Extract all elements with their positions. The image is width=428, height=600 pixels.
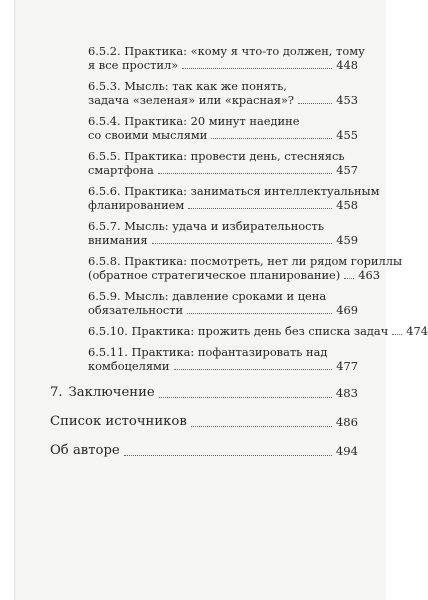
toc-chapter-title: Список источников — [50, 414, 187, 429]
toc-page-number: 477 — [336, 359, 358, 373]
toc-entry-title: Практика: прожить день без списка задач — [131, 324, 389, 338]
dot-leader — [187, 313, 332, 314]
toc-entry-title-cont: я все простил» — [88, 58, 179, 72]
toc-page-number: 486 — [335, 415, 358, 429]
toc-chapter-number: 7. — [50, 385, 63, 400]
toc-entry-number: 6.5.10. — [88, 324, 128, 338]
dot-leader — [344, 278, 354, 279]
toc-page-number: 483 — [335, 386, 358, 400]
toc-entry-6-5-10 — [88, 324, 428, 338]
toc-entry-6-5-11 — [88, 345, 358, 373]
toc-entry-6-5-6 — [88, 184, 380, 212]
toc-entry-title: Практика: посмотреть, нет ли рядом гориллы — [124, 254, 403, 268]
toc-entry-number: 6.5.2. — [88, 44, 121, 58]
dot-leader — [188, 208, 332, 209]
toc-entry-title: Мысль: давление сроками и цена — [124, 289, 327, 303]
toc-entry-6-5-9 — [88, 289, 358, 317]
toc-entry-6-5-8 — [88, 254, 403, 282]
toc-entry-title: Мысль: так как же понять, — [124, 79, 287, 93]
toc-entry-title-cont: внимания — [88, 233, 148, 247]
toc-page-number: 469 — [336, 303, 358, 317]
toc-page-number: 494 — [335, 444, 358, 458]
toc-entry-6-5-4 — [88, 114, 358, 142]
toc-entry-conclusion — [50, 385, 358, 401]
toc-entry-6-5-2 — [88, 44, 365, 72]
toc-entry-title-cont: со своими мыслями — [88, 128, 208, 142]
toc-entry-title-cont: задача «зеленая» или «красная»? — [88, 93, 295, 107]
dot-leader — [152, 243, 333, 244]
dot-leader — [211, 138, 332, 139]
toc-chapter-title: Заключение — [68, 385, 155, 400]
toc-page-number: 463 — [358, 268, 380, 282]
toc-page-number: 458 — [336, 198, 358, 212]
toc-entry-title: Мысль: удача и избирательность — [124, 219, 325, 233]
toc-entry-number: 6.5.6. — [88, 184, 121, 198]
dot-leader — [174, 369, 333, 370]
toc-entry-title-cont: обязательности — [88, 303, 184, 317]
toc-entry-title-cont: фланированием — [88, 198, 185, 212]
toc-page-number: 459 — [336, 233, 358, 247]
page-edge — [14, 0, 15, 600]
dot-leader — [124, 455, 332, 456]
toc-entry-title: Практика: заниматься интеллектуальным — [124, 184, 380, 198]
toc-entry-number: 6.5.9. — [88, 289, 121, 303]
toc-entry-title-cont: (обратное стратегическое планирование) — [88, 268, 341, 282]
toc-entry-about-author — [50, 443, 358, 459]
dot-leader — [158, 173, 332, 174]
toc-page-number: 448 — [336, 58, 358, 72]
toc-entry-title-cont: комбоцелями — [88, 359, 170, 373]
toc-entry-number: 6.5.7. — [88, 219, 121, 233]
table-of-contents — [50, 44, 428, 472]
toc-page-number: 453 — [336, 93, 358, 107]
toc-entry-title-cont: смартфона — [88, 163, 154, 177]
toc-entry-number: 6.5.4. — [88, 114, 121, 128]
toc-entry-title: Практика: провести день, стесняясь — [124, 149, 345, 163]
toc-entry-6-5-5 — [88, 149, 358, 177]
toc-page-number: 474 — [406, 324, 428, 338]
dot-leader — [298, 103, 332, 104]
dot-leader — [191, 426, 332, 427]
toc-entry-number: 6.5.11. — [88, 345, 128, 359]
toc-page-number: 455 — [336, 128, 358, 142]
toc-entry-title: Практика: «кому я что-то должен, тому — [124, 44, 365, 58]
toc-entry-sources — [50, 414, 358, 430]
toc-entry-number: 6.5.8. — [88, 254, 121, 268]
toc-page-number: 457 — [336, 163, 358, 177]
toc-entry-title: Практика: пофантазировать над — [131, 345, 328, 359]
toc-entry-6-5-7 — [88, 219, 358, 247]
toc-entry-number: 6.5.3. — [88, 79, 121, 93]
toc-chapter-title: Об авторе — [50, 443, 120, 458]
dot-leader — [182, 68, 332, 69]
toc-entry-number: 6.5.5. — [88, 149, 121, 163]
toc-entry-title: Практика: 20 минут наедине — [124, 114, 300, 128]
toc-entry-6-5-3 — [88, 79, 358, 107]
dot-leader — [159, 397, 332, 398]
dot-leader — [392, 334, 402, 335]
